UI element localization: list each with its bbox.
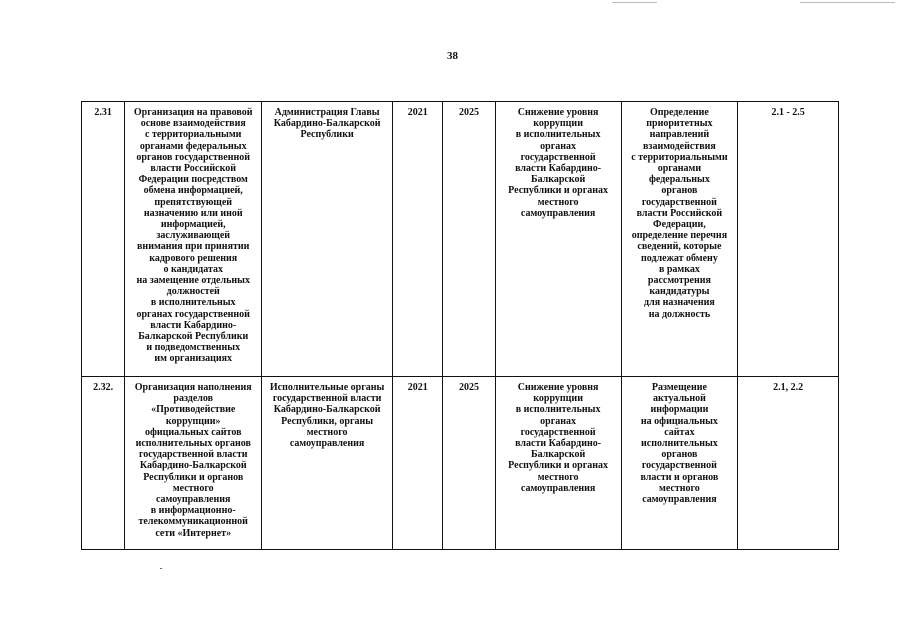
measures-table (81, 101, 839, 550)
start-year-cell: 2021 (393, 102, 443, 377)
target-indicator-cell: Снижение уровня коррупции в исполнительных органах государственной власти Кабардино- Балкарской Республики и органах местного самоуправления (495, 102, 621, 377)
reference-cell: 2.1 - 2.5 (738, 102, 839, 377)
reference-cell: 2.1, 2.2 (738, 377, 839, 550)
expected-result-cell: Размещение актуальной информации на официальных сайтах исполнительных органов государственной власти и органов местного самоуправления (621, 377, 738, 550)
end-year-cell: 2025 (443, 377, 495, 550)
measure-name-cell: Организация на правовой основе взаимодействия с территориальными органами федеральных органов государственной власти Российской Федерации посредством обмена информацией, препятствующей назначению или иной информацией, заслуживающей внимания при принятии кадрового решения о кандидатах на замещение отдельных должностей в исполнительных органах государственной власти Кабардино- Балкарской Республики и подведомственных им организациях (125, 102, 262, 377)
table-row (82, 102, 839, 377)
table-row (82, 377, 839, 550)
executor-cell: Исполнительные органы государственной власти Кабардино-Балкарской Республики, органы местного самоуправления (262, 377, 393, 550)
scan-speck (160, 568, 162, 569)
start-year-cell: 2021 (393, 377, 443, 550)
measure-name-cell: Организация наполнения разделов «Противодействие коррупции» официальных сайтов исполнительных органов государственной власти Кабардино-Балкарской Республики и органов местного самоуправления в информационно- телекоммуникационной сети «Интернет» (125, 377, 262, 550)
expected-result-cell: Определение приоритетных направлений взаимодействия с территориальными органами федеральных органов государственной власти Российской Федерации, определение перечня сведений, которые подлежат обмену в рамках рассмотрения кандидатуры для назначения на должность (621, 102, 738, 377)
executor-cell: Администрация Главы Кабардино-Балкарской Республики (262, 102, 393, 377)
item-number-cell: 2.32. (82, 377, 125, 550)
scan-artifact-line (800, 2, 895, 3)
end-year-cell: 2025 (443, 102, 495, 377)
target-indicator-cell: Снижение уровня коррупции в исполнительных органах государственной власти Кабардино- Балкарской Республики и органах местного самоуправления (495, 377, 621, 550)
page-number: 38 (447, 50, 458, 62)
item-number-cell: 2.31 (82, 102, 125, 377)
scan-artifact-line (612, 2, 657, 3)
